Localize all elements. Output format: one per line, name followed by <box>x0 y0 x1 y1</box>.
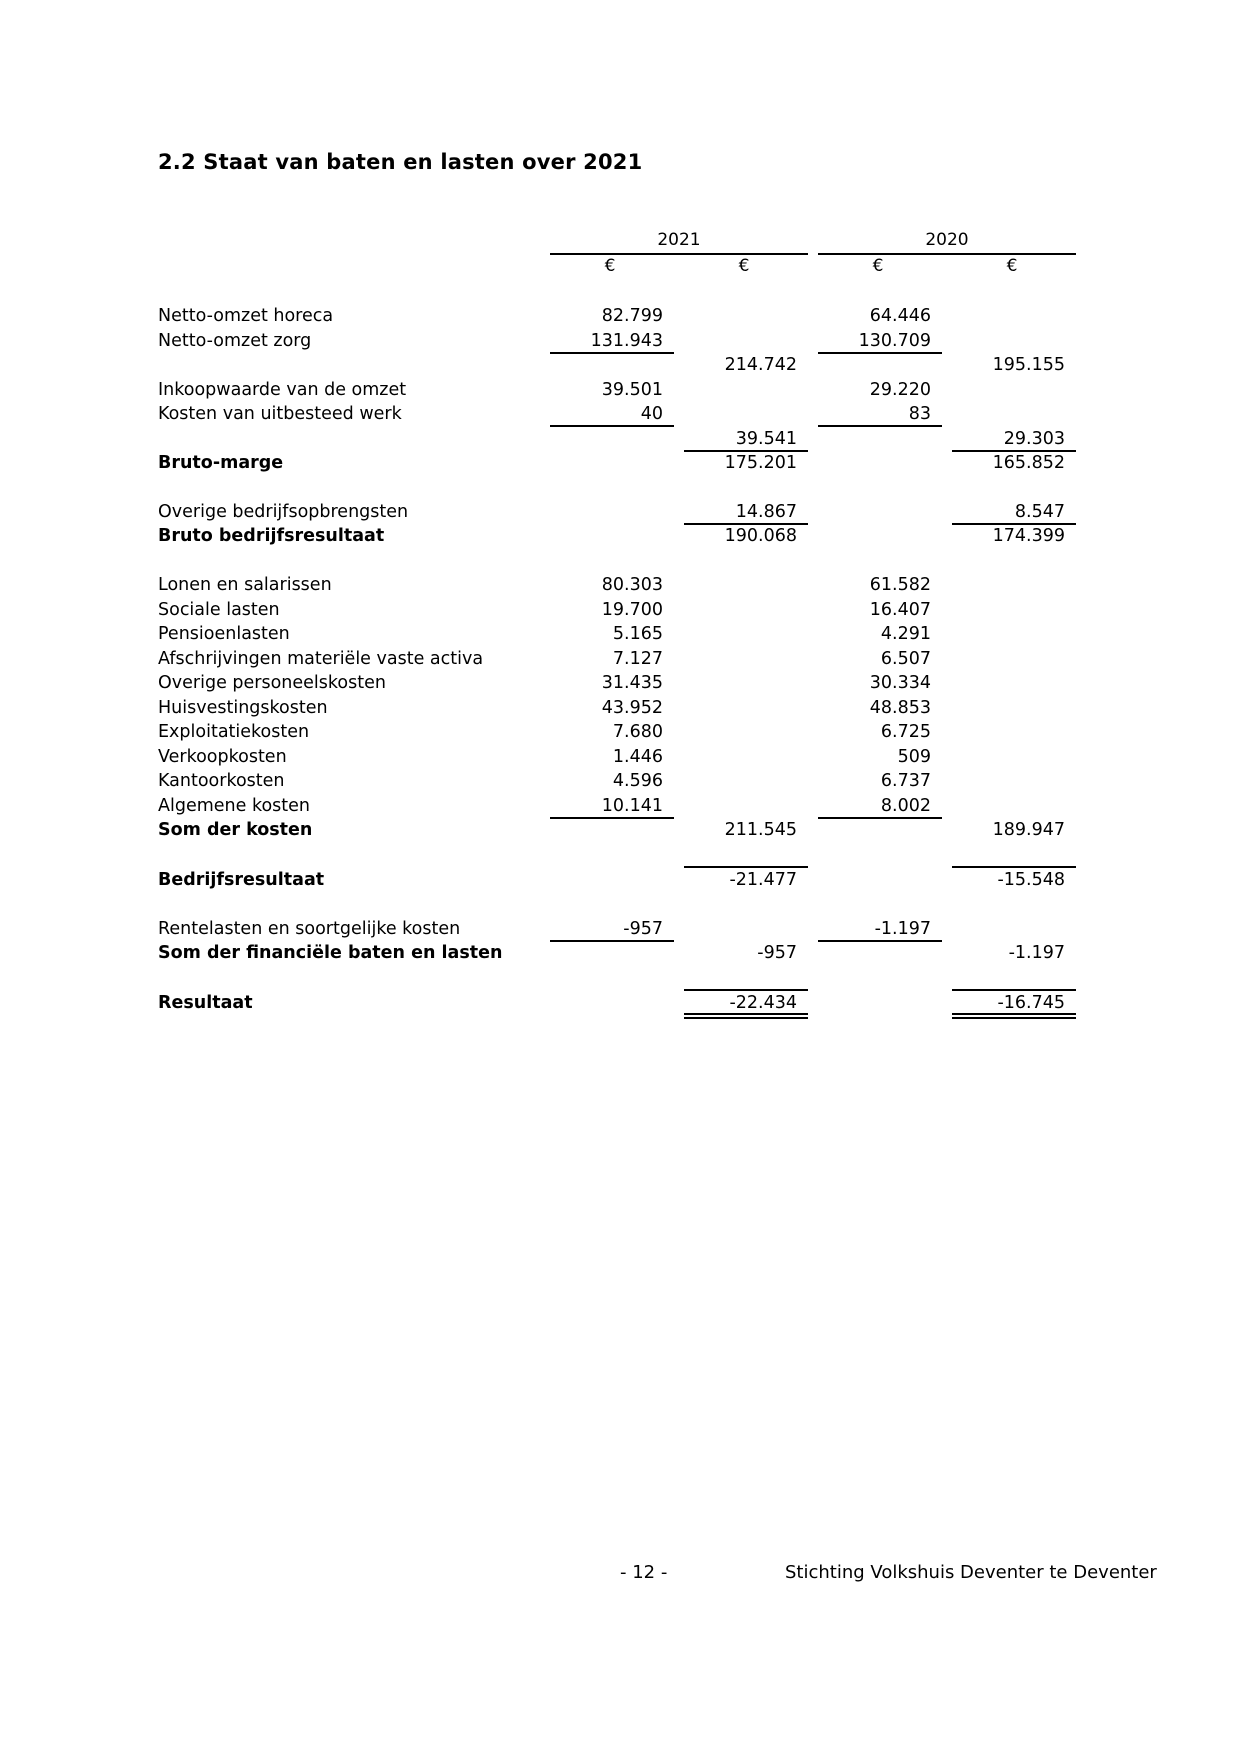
underline <box>818 817 942 819</box>
underline <box>952 523 1076 525</box>
row-label: Resultaat <box>158 993 253 1013</box>
row-label: Som der financiële baten en lasten <box>158 943 503 963</box>
underline <box>550 425 674 427</box>
row-value-c3: -1.197 <box>874 919 931 939</box>
row-value-c3: 4.291 <box>880 624 931 644</box>
currency-label: € <box>604 256 616 276</box>
table-row <box>0 942 1240 967</box>
double-underline <box>684 1013 808 1019</box>
row-value-c3: 8.002 <box>880 796 931 816</box>
row-value-c3: 83 <box>908 404 931 424</box>
row-value-c2: -22.434 <box>729 993 797 1013</box>
table-row <box>0 697 1240 722</box>
table-row <box>0 795 1240 820</box>
underline <box>684 450 808 452</box>
row-label: Sociale lasten <box>158 600 280 620</box>
row-value-c2: 14.867 <box>735 502 797 522</box>
row-value-c2: -957 <box>757 943 797 963</box>
row-value-c1: 39.501 <box>601 380 663 400</box>
double-underline <box>952 1013 1076 1019</box>
row-value-c3: 30.334 <box>869 673 931 693</box>
underline <box>684 989 808 991</box>
row-value-c1: 80.303 <box>601 575 663 595</box>
page-title: 2.2 Staat van baten en lasten over 2021 <box>158 150 643 174</box>
row-value-c1: 131.943 <box>590 331 663 351</box>
row-label: Kantoorkosten <box>158 771 285 791</box>
row-label: Verkoopkosten <box>158 747 287 767</box>
table-row <box>0 869 1240 894</box>
row-value-c1: 1.446 <box>612 747 663 767</box>
row-label: Overige personeelskosten <box>158 673 386 693</box>
row-value-c3: 61.582 <box>869 575 931 595</box>
row-value-c3: 130.709 <box>858 331 931 351</box>
table-row <box>0 330 1240 355</box>
table-row <box>0 648 1240 673</box>
footer-organization: Stichting Volkshuis Deventer te Deventer <box>785 1562 1157 1583</box>
row-label: Bruto bedrijfsresultaat <box>158 526 385 546</box>
row-label: Afschrijvingen materiële vaste activa <box>158 649 484 669</box>
row-label: Bedrijfsresultaat <box>158 870 325 890</box>
currency-label: € <box>1006 256 1018 276</box>
table-row <box>0 623 1240 648</box>
row-value-c3: 6.737 <box>880 771 931 791</box>
table-row <box>0 819 1240 844</box>
underline <box>684 523 808 525</box>
row-value-c3: 29.220 <box>869 380 931 400</box>
row-label: Exploitatiekosten <box>158 722 310 742</box>
currency-label: € <box>738 256 750 276</box>
row-label: Kosten van uitbesteed werk <box>158 404 402 424</box>
row-label: Lonen en salarissen <box>158 575 332 595</box>
table-row <box>0 379 1240 404</box>
page-number: - 12 - <box>620 1562 668 1583</box>
table-row <box>0 721 1240 746</box>
row-value-c2: 211.545 <box>724 820 797 840</box>
row-value-c4: -16.745 <box>997 993 1065 1013</box>
table-row <box>0 428 1240 453</box>
row-value-c3: 6.725 <box>880 722 931 742</box>
row-label: Inkoopwaarde van de omzet <box>158 380 407 400</box>
table-row <box>0 305 1240 330</box>
row-value-c1: 43.952 <box>601 698 663 718</box>
underline <box>818 940 942 942</box>
row-value-c2: -21.477 <box>729 870 797 890</box>
row-value-c3: 6.507 <box>880 649 931 669</box>
row-value-c2: 39.541 <box>735 429 797 449</box>
row-value-c4: -15.548 <box>997 870 1065 890</box>
table-row <box>0 770 1240 795</box>
row-value-c3: 16.407 <box>869 600 931 620</box>
row-value-c4: 29.303 <box>1003 429 1065 449</box>
row-label: Overige bedrijfsopbrengsten <box>158 502 409 522</box>
row-value-c4: 189.947 <box>992 820 1065 840</box>
row-label: Pensioenlasten <box>158 624 290 644</box>
row-value-c1: 10.141 <box>601 796 663 816</box>
row-value-c4: -1.197 <box>1008 943 1065 963</box>
row-value-c4: 174.399 <box>992 526 1065 546</box>
underline <box>952 866 1076 868</box>
table-row <box>0 599 1240 624</box>
underline <box>818 352 942 354</box>
table-row <box>0 672 1240 697</box>
underline <box>818 425 942 427</box>
table-row <box>0 501 1240 526</box>
row-value-c4: 165.852 <box>992 453 1065 473</box>
row-value-c1: 5.165 <box>612 624 663 644</box>
row-label: Rentelasten en soortgelijke kosten <box>158 919 461 939</box>
currency-label: € <box>872 256 884 276</box>
row-label: Algemene kosten <box>158 796 310 816</box>
row-label: Som der kosten <box>158 820 313 840</box>
underline <box>684 866 808 868</box>
row-value-c1: 40 <box>640 404 663 424</box>
year-header-current: 2021 <box>550 230 808 255</box>
table-row <box>0 746 1240 771</box>
row-value-c1: 7.127 <box>612 649 663 669</box>
row-value-c1: 4.596 <box>612 771 663 791</box>
underline <box>550 817 674 819</box>
row-value-c3: 48.853 <box>869 698 931 718</box>
row-value-c2: 175.201 <box>724 453 797 473</box>
table-row <box>0 525 1240 550</box>
table-row <box>0 452 1240 477</box>
row-value-c4: 8.547 <box>1014 502 1065 522</box>
row-label: Huisvestingskosten <box>158 698 328 718</box>
underline <box>550 940 674 942</box>
row-value-c2: 190.068 <box>724 526 797 546</box>
row-value-c1: 19.700 <box>601 600 663 620</box>
row-value-c1: 7.680 <box>612 722 663 742</box>
year-header-prior: 2020 <box>818 230 1076 255</box>
row-value-c4: 195.155 <box>992 355 1065 375</box>
table-row <box>0 918 1240 943</box>
underline <box>550 352 674 354</box>
table-row <box>0 354 1240 379</box>
row-value-c3: 509 <box>897 747 931 767</box>
row-value-c1: -957 <box>623 919 663 939</box>
row-label: Netto-omzet horeca <box>158 306 334 326</box>
row-label: Bruto-marge <box>158 453 284 473</box>
row-value-c1: 82.799 <box>601 306 663 326</box>
underline <box>952 450 1076 452</box>
row-label: Netto-omzet zorg <box>158 331 312 351</box>
underline <box>952 989 1076 991</box>
table-row <box>0 403 1240 428</box>
row-value-c3: 64.446 <box>869 306 931 326</box>
row-value-c2: 214.742 <box>724 355 797 375</box>
table-row <box>0 574 1240 599</box>
row-value-c1: 31.435 <box>601 673 663 693</box>
